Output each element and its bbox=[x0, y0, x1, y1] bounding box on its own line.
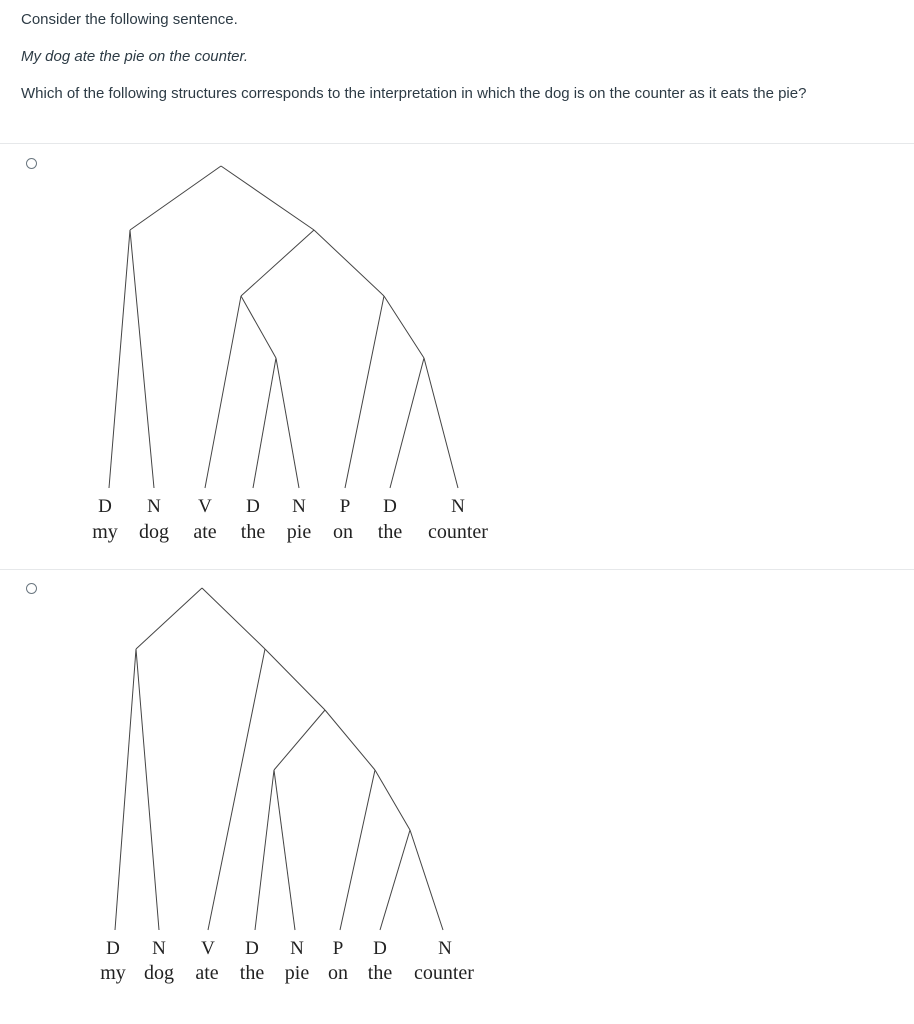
category-label: D bbox=[106, 938, 120, 959]
category-label: D bbox=[98, 496, 112, 517]
word-label: ate bbox=[193, 521, 217, 543]
category-label: D bbox=[246, 496, 260, 517]
category-label: N bbox=[290, 938, 304, 959]
word-label: my bbox=[100, 962, 126, 984]
syntax-tree-a[interactable] bbox=[0, 144, 520, 564]
syntax-tree-b[interactable] bbox=[0, 570, 520, 990]
word-label: dog bbox=[144, 962, 174, 984]
word-label: counter bbox=[428, 521, 488, 543]
category-label: D bbox=[383, 496, 397, 517]
question-prompt: Which of the following structures corresponds to the interpretation in which the dog is on the counter as it eats the pie? bbox=[21, 85, 807, 102]
word-label: dog bbox=[139, 521, 169, 543]
word-label: pie bbox=[284, 962, 310, 984]
category-label: N bbox=[438, 938, 452, 959]
question-intro: Consider the following sentence. bbox=[21, 11, 238, 28]
word-label: the bbox=[377, 521, 403, 543]
category-label: V bbox=[201, 938, 215, 959]
word-label: the bbox=[367, 962, 393, 984]
category-label: D bbox=[373, 938, 387, 959]
word-label: on bbox=[328, 962, 348, 984]
word-label: on bbox=[333, 521, 353, 543]
category-label: P bbox=[332, 938, 344, 959]
category-label: N bbox=[451, 496, 465, 517]
tree-branches bbox=[109, 166, 458, 488]
category-label: P bbox=[339, 496, 351, 517]
example-sentence: My dog ate the pie on the counter. bbox=[21, 48, 249, 65]
category-label: D bbox=[245, 938, 259, 959]
word-label: counter bbox=[414, 962, 474, 984]
category-label: N bbox=[147, 496, 161, 517]
word-label: ate bbox=[195, 962, 219, 984]
word-label: my bbox=[92, 521, 118, 543]
tree-branches bbox=[115, 588, 443, 930]
category-label: N bbox=[152, 938, 166, 959]
word-label: pie bbox=[286, 521, 312, 543]
word-label: the bbox=[240, 521, 266, 543]
category-label: V bbox=[198, 496, 212, 517]
category-label: N bbox=[292, 496, 306, 517]
word-label: the bbox=[239, 962, 265, 984]
